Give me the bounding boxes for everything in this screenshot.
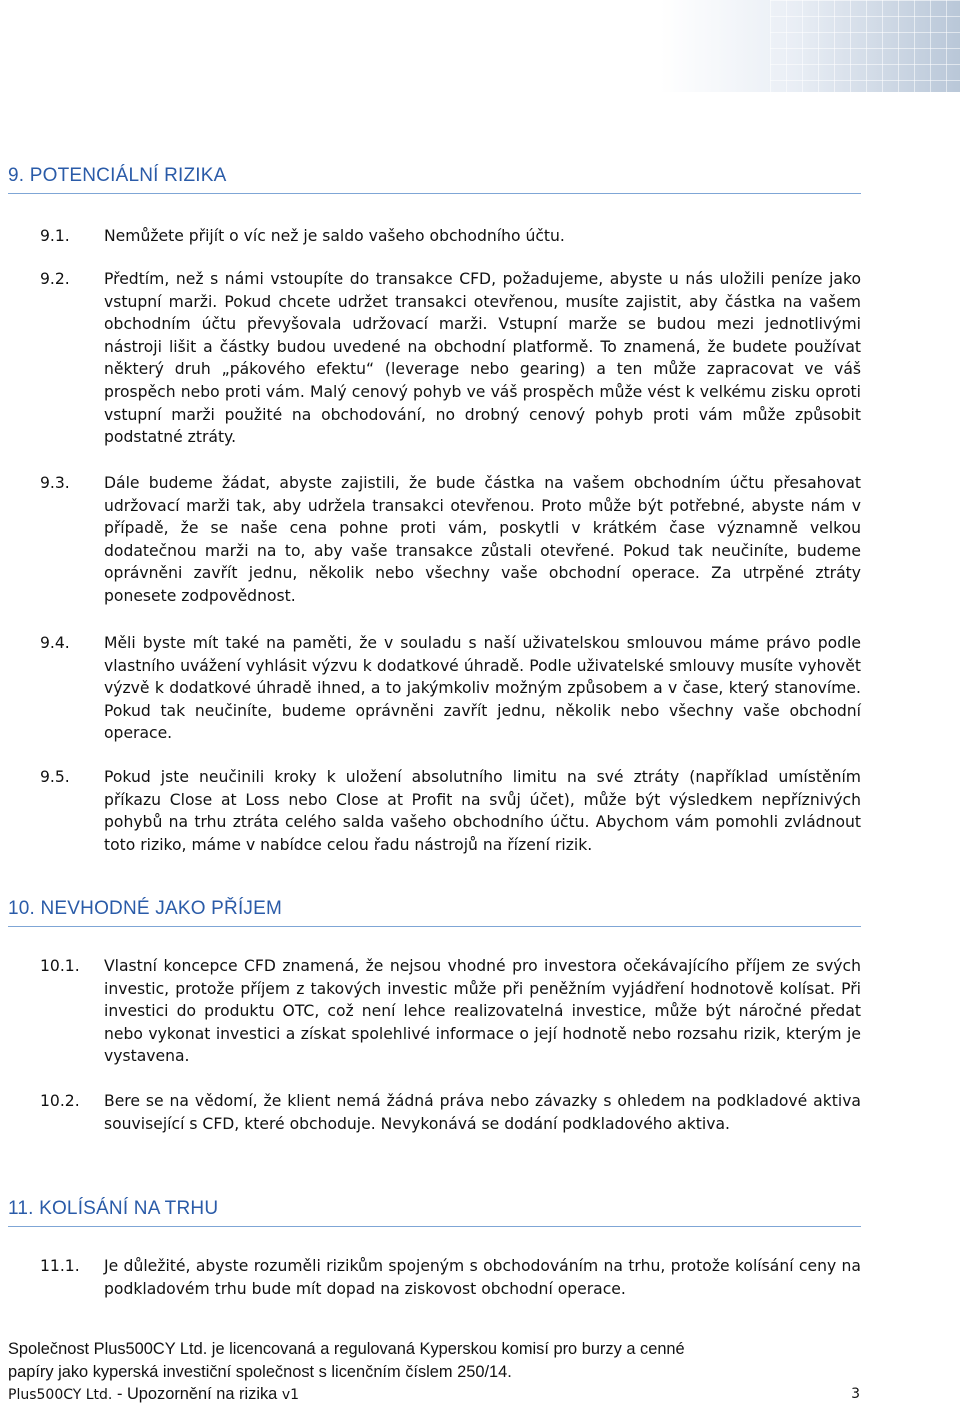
- item-text: Měli byste mít také na paměti, že v souladu s naší uživatelskou smlouvou máme právo podle vlastního uvážení vyhlásit výzvu k dodatkové úhradě. Podle uživatelské smlouvy musíte vyhovět výzvě k dodatkové úhradě ihned, a to jakýmkoliv možným způsobem a v čase, který stanovíme. Pokud tak neučiníte, budeme oprávněni zavřít jednu, několik nebo všechny vaše obchodní operace.: [104, 634, 861, 743]
- item-text: Dále budeme žádat, abyste zajistili, že bude částka na vašem obchodním účtu přesahovat udržovací marži tak, aby udržela transakci otevřenou. Proto může být potřebné, abyste nám v případě, že se naše cena pohne proti vám, poskytli v krátkém čase významně velkou dodatečnou marži na to, aby vaše transakce zůstali otevřené. Pokud tak neučiníte, budeme oprávněni zavřít jednu, několik nebo všechny vaše obchodní operace. Za utrpěné ztráty ponesete zodpovědnost.: [104, 474, 861, 605]
- license-line-2: papíry jako kyperská investiční společnost s licenčním číslem 250/14.: [8, 1363, 512, 1381]
- document-title: - Upozornění na rizika: [112, 1385, 282, 1403]
- company-name: Plus500CY Ltd.: [8, 1387, 113, 1403]
- page-footer: [8, 1384, 860, 1405]
- item-text: Nemůžete přijít o víc než je saldo vašeho obchodního účtu.: [104, 227, 565, 245]
- section-heading-9: 9. POTENCIÁLNÍ RIZIKA: [8, 165, 861, 194]
- item-number: 10.1.: [40, 957, 80, 975]
- list-item-10-2: [40, 1090, 861, 1135]
- item-text: Bere se na vědomí, že klient nemá žádná práva nebo závazky s ohledem na podkladové aktiva související s CFD, které obchoduje. Nevykonává se dodání podkladového aktiva.: [104, 1092, 861, 1133]
- section-heading-11: 11. KOLÍSÁNÍ NA TRHU: [8, 1198, 861, 1227]
- item-number: 11.1.: [40, 1257, 80, 1275]
- list-item-9-1: [40, 225, 861, 248]
- item-text: Předtím, než s námi vstoupíte do transakce CFD, požadujeme, abyste u nás uložili peníze jako vstupní marži. Pokud chcete udržet transakci otevřenou, musíte zajistit, aby částka na vašem obchodním účtu převyšovala udržovací marži. Vstupní marže se budou mezi jednotlivými nástroji lišit a částky budou uvedené na obchodní platformě. To znamená, že budete používat některý druh „pákového efektu“ (leverage nebo gearing) a ten může zapracovat ve váš prospěch nebo proti vám. Malý cenový pohyb ve váš prospěch může vést k velkému zisku oproti vstupní marži použité na obchodování, no drobný cenový pohyb proti vám může způsobit podstatné ztráty.: [104, 270, 861, 447]
- item-number: 9.3.: [40, 474, 70, 492]
- list-item-9-3: [40, 472, 861, 608]
- item-number: 9.4.: [40, 634, 70, 652]
- item-text: Je důležité, abyste rozuměli rizikům spojeným s obchodováním na trhu, protože kolísání ceny na podkladovém trhu bude mít dopad na ziskovost obchodní operace.: [104, 1257, 861, 1298]
- item-number: 9.1.: [40, 227, 70, 245]
- list-item-9-5: [40, 766, 861, 856]
- list-item-9-2: [40, 268, 861, 449]
- header-decoration: [660, 0, 960, 92]
- list-item-10-1: [40, 955, 861, 1068]
- section-heading-10: 10. NEVHODNÉ JAKO PŘÍJEM: [8, 898, 861, 927]
- document-version: v1: [281, 1387, 300, 1403]
- item-number: 10.2.: [40, 1092, 80, 1110]
- list-item-9-4: [40, 632, 861, 745]
- document-label: [8, 1384, 299, 1405]
- license-line-1: Společnost Plus500CY Ltd. je licencovaná a regulovaná Kyperskou komisí pro burzy a cenné: [8, 1340, 685, 1358]
- list-item-11-1: [40, 1255, 861, 1300]
- item-text: Pokud jste neučinili kroky k uložení absolutního limitu na své ztráty (například umístěním příkazu Close at Loss nebo Close at Profit na svůj účet), může být výsledkem nepříznivých pohybů na trhu ztráta celého salda vašeho obchodního účtu. Abychom vám pomohli zvládnout toto riziko, máme v nabídce celou řadu nástrojů na řízení rizik.: [104, 768, 861, 854]
- decorative-grid: [770, 0, 960, 92]
- page-number: 3: [851, 1386, 860, 1402]
- item-text: Vlastní koncepce CFD znamená, že nejsou vhodné pro investora očekávajícího příjem ze svých investic, protože příjem z takových investic může při peněžním vyjádření hodnotově kolísat. Při investici do produktu OTC, což není lehce realizovatelná investice, může být náročné předat nebo vykonat investici a získat spolehlivé informace o její hodnotě nebo rozsahu rizik, kterým je vystavena.: [104, 957, 861, 1066]
- item-number: 9.5.: [40, 768, 70, 786]
- item-number: 9.2.: [40, 270, 70, 288]
